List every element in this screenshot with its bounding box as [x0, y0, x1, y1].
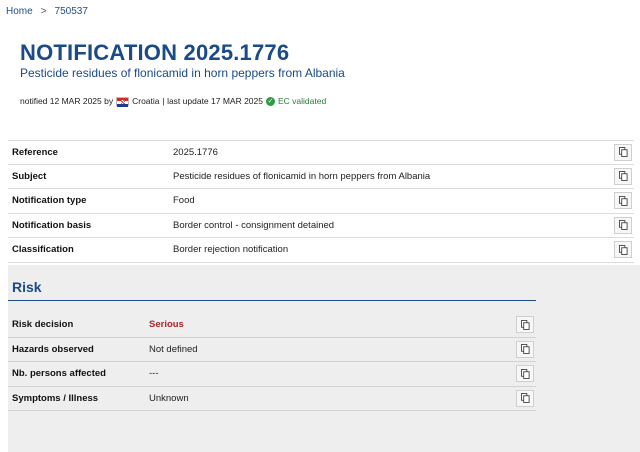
risk-label: Nb. persons affected: [12, 368, 106, 380]
copy-icon: [521, 344, 530, 354]
copy-button[interactable]: [516, 341, 534, 358]
risk-row-hazards: [8, 338, 536, 363]
check-circle-icon: ✓: [267, 97, 274, 105]
risk-row-decision: [8, 313, 536, 338]
copy-icon: [619, 147, 628, 157]
details-row-classification: [8, 238, 634, 263]
validated-status: EC validated: [278, 96, 327, 106]
risk-value: Not defined: [149, 343, 198, 355]
risk-section-title: Risk: [12, 279, 42, 295]
risk-value: Serious: [149, 319, 184, 331]
details-value: Border rejection notification: [173, 244, 289, 256]
risk-row-persons-affected: [8, 362, 536, 387]
copy-icon: [619, 196, 628, 206]
details-label: Notification basis: [12, 219, 92, 231]
copy-button[interactable]: [614, 241, 632, 258]
risk-table: [8, 313, 536, 411]
details-label: Classification: [12, 244, 74, 256]
last-update-text: | last update 17 MAR 2025: [162, 96, 263, 106]
copy-icon: [619, 220, 628, 230]
risk-section: [8, 265, 640, 452]
risk-value: ---: [149, 368, 159, 380]
copy-button[interactable]: [516, 365, 534, 382]
breadcrumb-current-link[interactable]: 750537: [54, 6, 88, 17]
breadcrumb: [6, 6, 88, 17]
country-name: Croatia: [132, 96, 160, 106]
details-row-notification-basis: [8, 214, 634, 239]
details-value: Border control - consignment detained: [173, 219, 335, 231]
risk-value: Unknown: [149, 392, 189, 404]
details-label: Subject: [12, 170, 47, 182]
risk-divider: [8, 300, 536, 301]
copy-button[interactable]: [614, 217, 632, 234]
copy-icon: [521, 393, 530, 403]
copy-icon: [619, 245, 628, 255]
risk-row-symptoms: [8, 387, 536, 412]
copy-button[interactable]: [516, 390, 534, 407]
copy-icon: [619, 171, 628, 181]
croatia-flag-icon: [116, 97, 129, 106]
copy-icon: [521, 320, 530, 330]
copy-icon: [521, 369, 530, 379]
details-row-subject: [8, 165, 634, 190]
details-label: Reference: [12, 146, 58, 158]
risk-label: Hazards observed: [12, 343, 94, 355]
details-value: Food: [173, 195, 195, 207]
page-title: NOTIFICATION 2025.1776: [20, 40, 290, 65]
copy-button[interactable]: [614, 144, 632, 161]
details-value: 2025.1776: [173, 146, 218, 158]
breadcrumb-home-link[interactable]: Home: [6, 6, 33, 17]
details-table: [8, 140, 634, 263]
notified-text: notified 12 MAR 2025 by: [20, 96, 114, 106]
details-row-notification-type: [8, 189, 634, 214]
copy-button[interactable]: [614, 168, 632, 185]
notification-meta: [20, 96, 326, 106]
risk-label: Symptoms / Illness: [12, 392, 99, 404]
details-value: Pesticide residues of flonicamid in horn peppers from Albania: [173, 170, 431, 182]
page-subtitle: Pesticide residues of flonicamid in horn peppers from Albania: [20, 66, 345, 80]
breadcrumb-separator: >: [40, 6, 47, 17]
copy-button[interactable]: [516, 316, 534, 333]
details-row-reference: [8, 140, 634, 165]
copy-button[interactable]: [614, 192, 632, 209]
risk-label: Risk decision: [12, 319, 74, 331]
details-label: Notification type: [12, 195, 87, 207]
